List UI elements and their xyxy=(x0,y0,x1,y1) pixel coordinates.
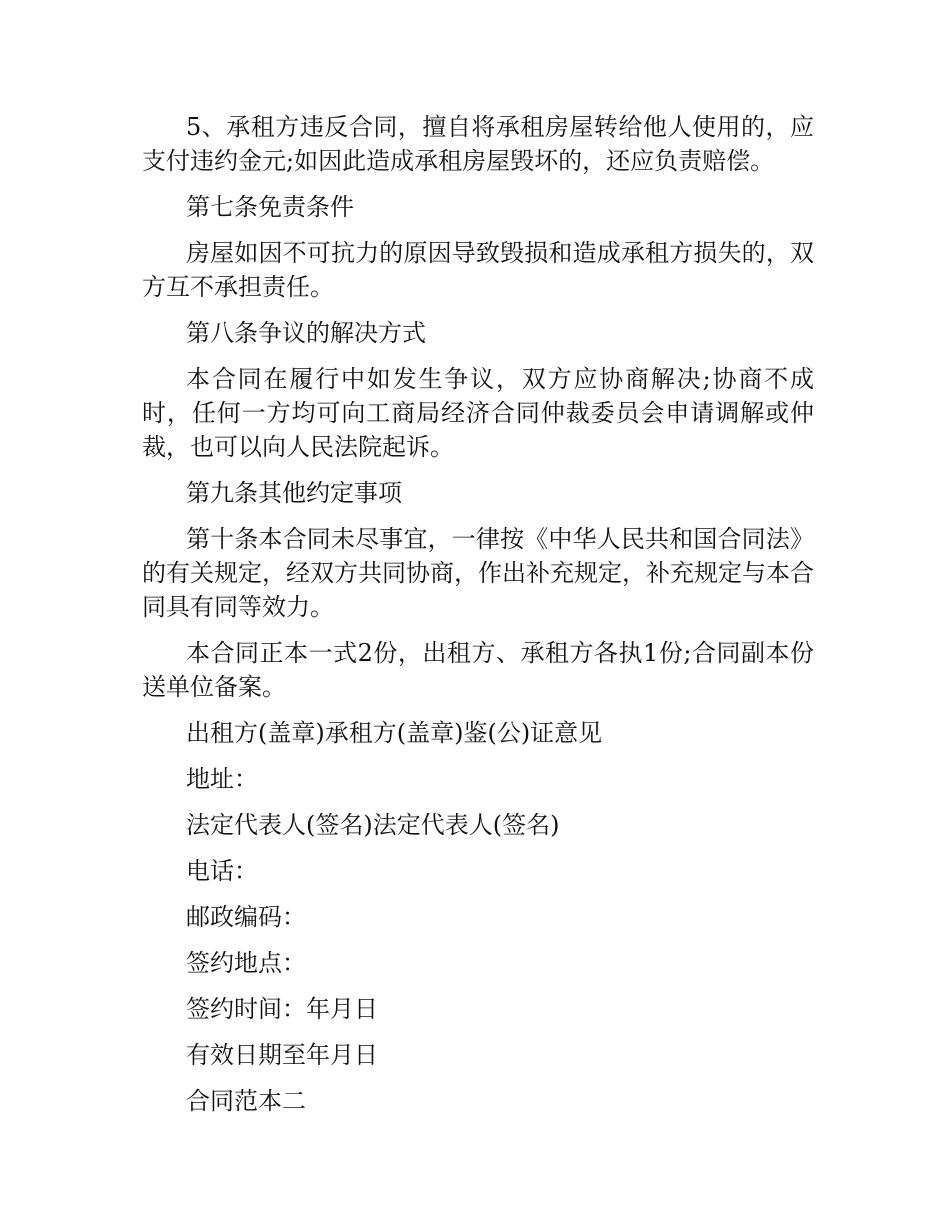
valid-until-line: 有效日期至年月日 xyxy=(186,1041,378,1069)
phone-line: 电话： xyxy=(186,857,258,885)
signature-parties-line: 出租方(盖章)承租方(盖章)鉴(公)证意见 xyxy=(186,719,603,747)
heading-article-7: 第七条免责条件 xyxy=(186,193,354,221)
signing-place-line: 签约地点： xyxy=(186,949,306,977)
signing-date-line: 签约时间：年月日 xyxy=(186,995,378,1023)
address-line: 地址： xyxy=(186,765,258,793)
postal-code-line: 邮政编码： xyxy=(186,903,306,931)
clause-copies: 本合同正本一式2份，出租方、承租方各执1份;合同副本份送单位备案。 xyxy=(142,639,814,701)
heading-article-9: 第九条其他约定事项 xyxy=(186,479,402,507)
legal-representative-line: 法定代表人(签名)法定代表人(签名) xyxy=(186,811,560,839)
clause-dispute-resolution: 本合同在履行中如发生争议，双方应协商解决;协商不成时，任何一方均可向工商局经济合同仲裁委员会申请调解或仲裁，也可以向人民法院起诉。 xyxy=(142,365,814,461)
heading-article-8: 第八条争议的解决方式 xyxy=(186,319,426,347)
clause-force-majeure: 房屋如因不可抗力的原因导致毁损和造成承租方损失的，双方互不承担责任。 xyxy=(142,239,814,301)
document-body xyxy=(142,110,814,1130)
clause-article-10: 第十条本合同未尽事宜，一律按《中华人民共和国合同法》的有关规定，经双方共同协商，作出补充规定，补充规定与本合同具有同等效力。 xyxy=(142,525,814,621)
section-title-template-2: 合同范本二 xyxy=(186,1087,306,1115)
clause-breach-sublet: 5、承租方违反合同，擅自将承租房屋转给他人使用的，应支付违约金元;如因此造成承租房屋毁坏的，还应负责赔偿。 xyxy=(142,113,814,175)
